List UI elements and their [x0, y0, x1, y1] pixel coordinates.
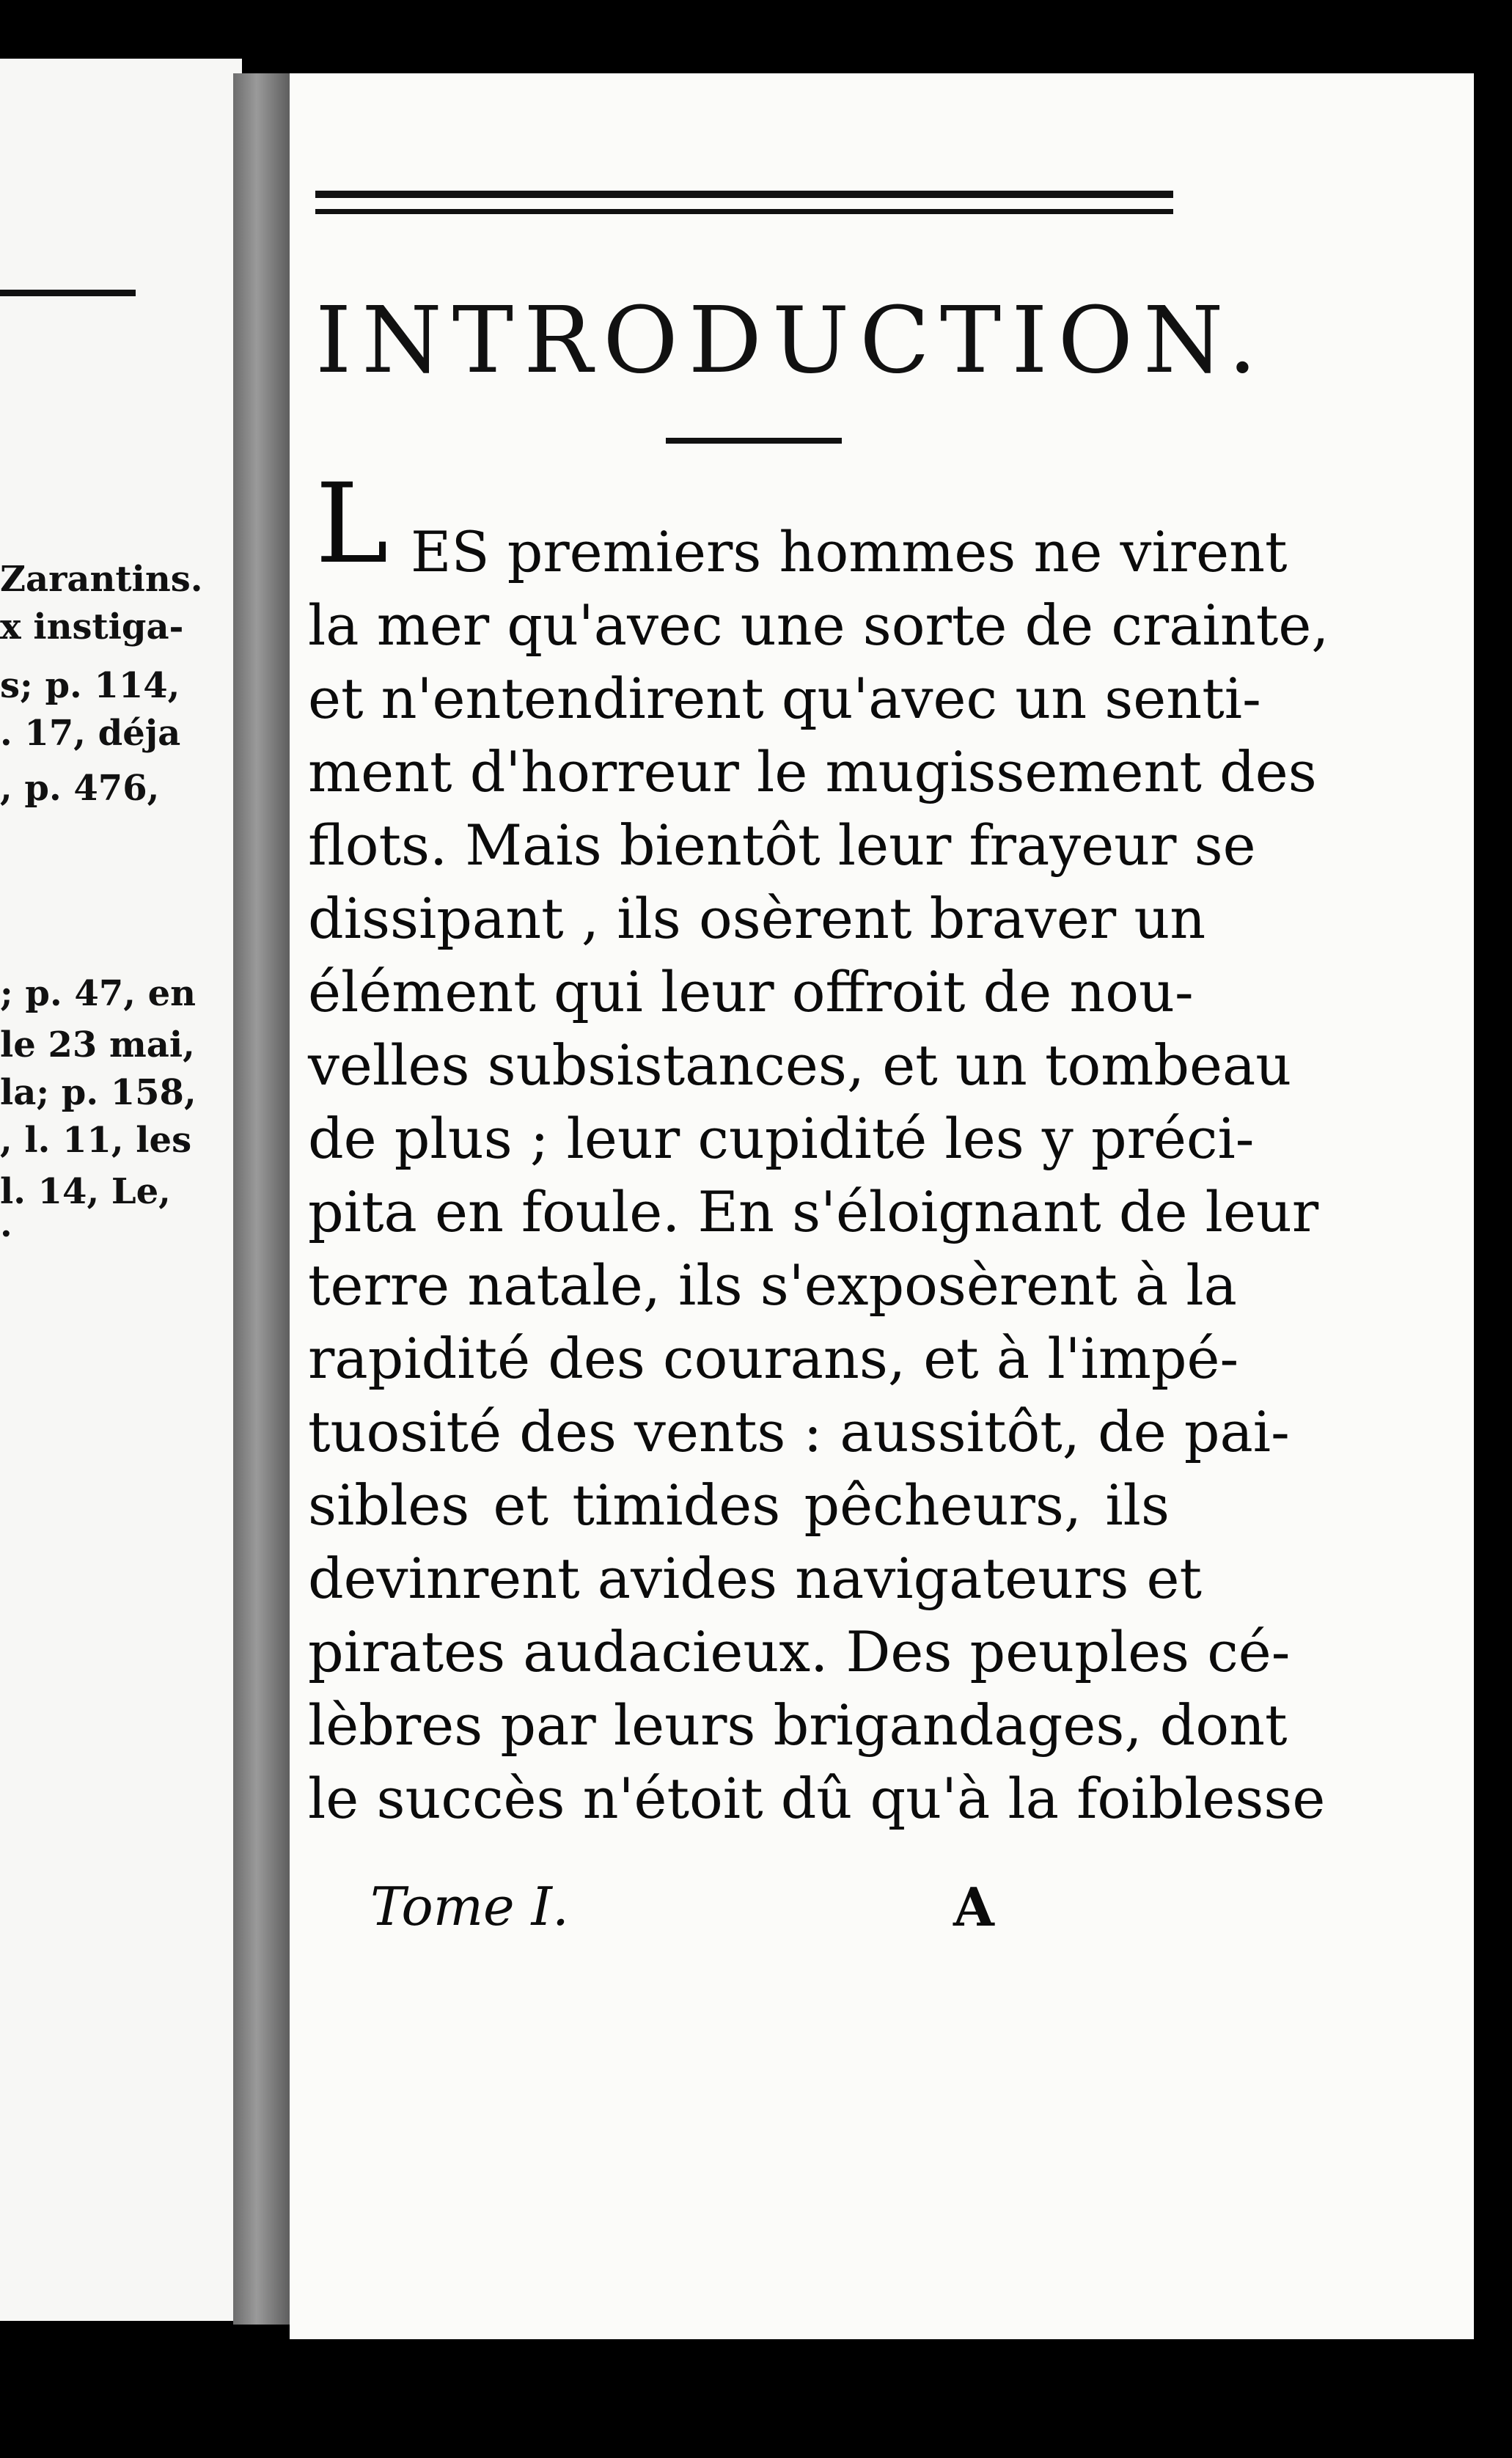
left-page-line: Zarantins.	[0, 559, 203, 600]
gathering-mark: A	[953, 1876, 994, 1938]
body-line: lèbres par leurs brigandages, dont	[308, 1692, 1288, 1758]
left-page-line: , p. 476,	[0, 768, 160, 809]
body-line: la mer qu'avec une sorte de crainte,	[308, 593, 1329, 658]
left-page-line: . 17, déja	[0, 713, 181, 754]
drop-cap: L	[315, 461, 389, 588]
left-page-line: s; p. 114,	[0, 665, 180, 706]
header-rule-secondary	[315, 209, 1173, 214]
book-spine	[233, 73, 292, 2325]
body-line: tuosité des vents : aussitôt, de pai-	[308, 1399, 1290, 1464]
body-line: terre natale, ils s'exposèrent à la	[308, 1252, 1237, 1318]
body-line: devinrent avides navigateurs et	[308, 1546, 1203, 1611]
left-page-line: l. 14, Le,	[0, 1171, 171, 1212]
body-line: pirates audacieux. Des peuples cé-	[308, 1619, 1291, 1684]
left-page-line: x instiga-	[0, 606, 184, 647]
body-line: élément qui leur offroit de nou-	[308, 959, 1194, 1024]
body-line: de plus ; leur cupidité les y préci-	[308, 1106, 1255, 1171]
volume-signature: Tome I.	[370, 1876, 569, 1937]
title-rule	[666, 438, 842, 444]
header-rule	[315, 191, 1173, 198]
body-line: ment d'horreur le mugissement des	[308, 739, 1317, 804]
left-page-line: .	[0, 1204, 12, 1245]
body-line: rapidité des courans, et à l'impé-	[308, 1326, 1239, 1391]
body-line: et n'entendirent qu'avec un senti-	[308, 666, 1261, 731]
page-title: INTRODUCTION.	[315, 287, 1268, 394]
body-line: velles subsistances, et un tombeau	[308, 1032, 1292, 1098]
left-page-line: le 23 mai,	[0, 1024, 195, 1065]
left-page-line: , l. 11, les	[0, 1120, 192, 1161]
left-page-line: ; p. 47, en	[0, 973, 197, 1014]
body-line: flots. Mais bientôt leur frayeur se	[308, 812, 1256, 878]
body-line: pita en foule. En s'éloignant de leur	[308, 1179, 1319, 1244]
body-line-first: ES premiers hommes ne virent	[411, 519, 1288, 584]
body-line: sibles et timides pêcheurs, ils	[308, 1472, 1170, 1538]
left-page-rule	[0, 290, 136, 296]
left-page-line: la; p. 158,	[0, 1072, 197, 1113]
body-line: dissipant , ils osèrent braver un	[308, 886, 1206, 951]
body-line: le succès n'étoit dû qu'à la foiblesse	[308, 1766, 1326, 1831]
